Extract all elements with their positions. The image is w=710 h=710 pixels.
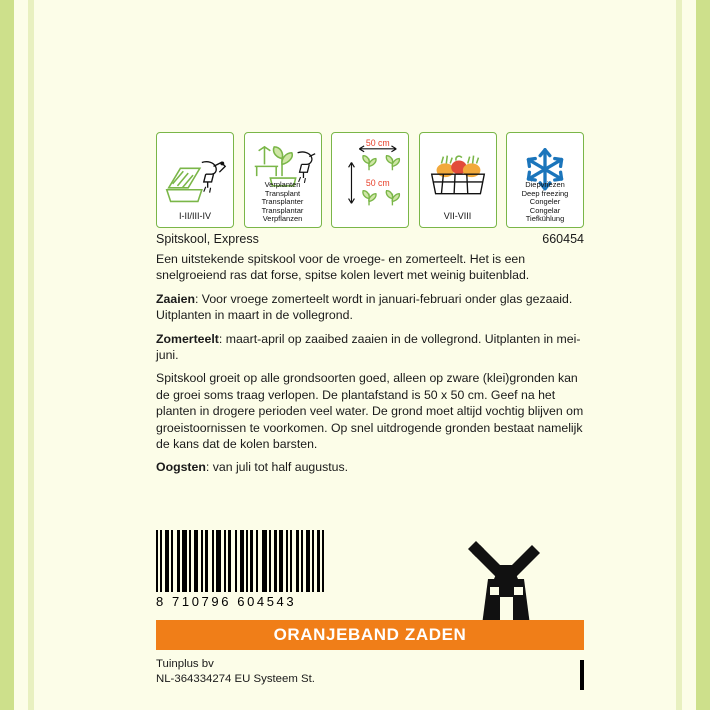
- company-name: Tuinplus bv: [156, 658, 214, 670]
- svg-text:50 cm: 50 cm: [365, 177, 390, 188]
- paragraph-lead: Oogsten: [156, 460, 206, 475]
- barcode-area: [156, 530, 356, 609]
- left-edge-strip: [28, 0, 34, 710]
- icon-transplant: [244, 132, 322, 228]
- barcode-digits: 8 710796 604543: [156, 594, 297, 609]
- ean13-barcode: [156, 530, 334, 592]
- paragraph-lead: Zomerteelt: [156, 331, 219, 346]
- paragraph-intro: [156, 251, 584, 284]
- product-name: Spitskool, Express: [156, 232, 259, 246]
- paragraph-text: : maart-april op zaaibed zaaien in de vollegrond. Uitplanten in mei-juni.: [156, 331, 581, 363]
- company-registration: NL-364334274 EU Systeem St.: [156, 673, 315, 685]
- paragraph-text: : van juli tot half augustus.: [205, 460, 349, 475]
- paragraph-text: : Voor vroege zomerteelt wordt in januari-februari onder glas gezaaid. Uitplanten in maart in de vollegrond.: [156, 291, 573, 323]
- icon-caption: [245, 181, 321, 224]
- icon-caption-line: Transplantar: [261, 205, 304, 215]
- paragraph-growing: [156, 370, 584, 452]
- icon-sow-indoors: [156, 132, 234, 228]
- windmill-logo-icon: [454, 535, 558, 627]
- paragraph-text: Spitskool groeit op alle grondsoorten goed, alleen op zware (klei)gronden kan de groei soms traag verlopen. De plantafstand is 50 x 50 cm. Geef na het planten in drogere perioden veel water. De grond moet altijd vochtig blijven om groeistoornissen te voorkomen. Op snel uitdrogende gronden bestaat namelijk de kans dat de kolen barsten.: [156, 371, 584, 452]
- product-code: 660454: [542, 232, 584, 246]
- paragraph-text: Een uitstekende spitskool voor de vroege- en zomerteelt. Het is een snelgroeiend ras dat forse, spitse kolen levert met weinig buitenblad.: [156, 252, 530, 283]
- paragraph-lead: Zaaien: [156, 291, 195, 306]
- footer-block: [156, 657, 584, 687]
- icon-caption-line: Congeler: [529, 197, 561, 207]
- icon-caption-line: Verplanten: [264, 180, 301, 190]
- icon-caption-line: Tiefkühlung: [525, 214, 565, 224]
- icon-caption-line: Transplant: [264, 188, 301, 198]
- icon-caption-line: Deep freezing: [521, 188, 569, 198]
- right-edge-strip: [676, 0, 682, 710]
- icon-deep-freeze: [506, 132, 584, 228]
- icon-plant-spacing: [331, 132, 409, 228]
- icon-caption-line: Transplanter: [261, 197, 304, 207]
- icon-harvest: [419, 132, 497, 228]
- brand-bar: [156, 620, 584, 650]
- paragraph-zaaien: [156, 291, 584, 324]
- svg-text:50 cm: 50 cm: [365, 137, 390, 148]
- icon-caption-line: Verpflanzen: [262, 214, 303, 224]
- icon-caption-line: Diepvriezen: [525, 180, 565, 190]
- icon-caption: I-II/III-IV: [178, 211, 211, 222]
- print-registration-mark: [580, 660, 584, 690]
- icon-caption-line: Congelar: [529, 205, 561, 215]
- icon-caption: VII-VIII: [443, 211, 472, 222]
- packet-content: [156, 0, 584, 710]
- brand-label: ORANJEBAND ZADEN: [273, 625, 467, 644]
- icon-caption: [507, 181, 583, 224]
- plant-spacing-icon: [332, 133, 408, 227]
- paragraph-oogsten: [156, 459, 584, 475]
- description-block: [156, 232, 584, 483]
- product-header: [156, 232, 584, 246]
- paragraph-zomerteelt: [156, 331, 584, 364]
- pictogram-row: [156, 132, 584, 228]
